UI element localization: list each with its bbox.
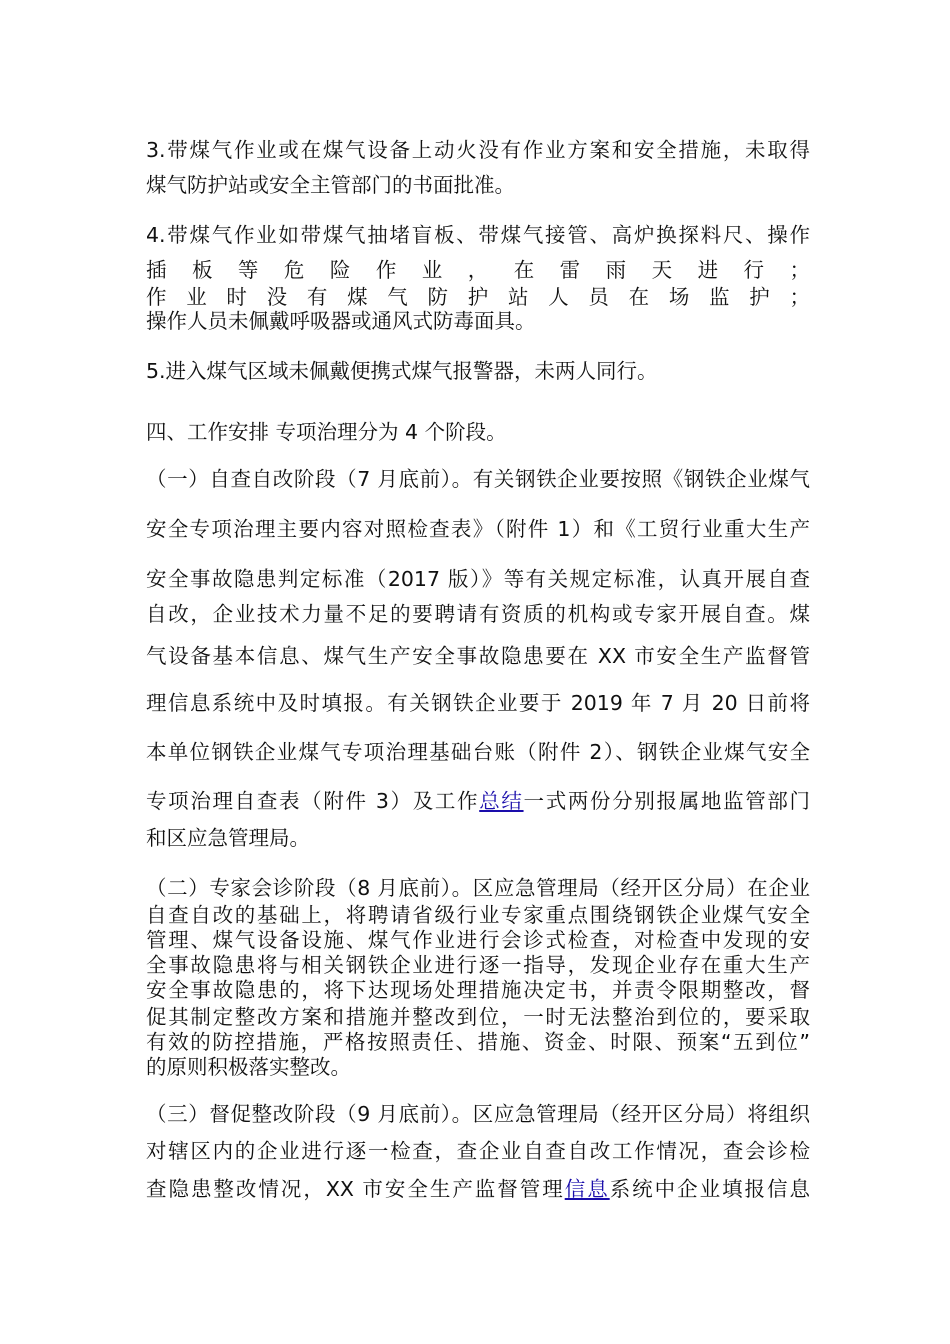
text-line: 4.带煤气作业如带煤气抽堵盲板、带煤气接管、高炉换探料尺、操作 — [146, 223, 810, 247]
line-text: 一式两份分别报属地监管部门 — [523, 789, 811, 813]
text-line: 安全事故隐患判定标准（2017 版）》等有关规定标准，认真开展自查 — [146, 567, 810, 591]
text-line: 促其制定整改方案和措施并整改到位，一时无法整治到位的，要采取 — [146, 1005, 810, 1029]
text-line — [146, 1176, 810, 1202]
line-text: 系统中企业填报信息 — [609, 1177, 811, 1201]
text-line: 对辖区内的企业进行逐一检查，查企业自查自改工作情况，查会诊检 — [146, 1139, 810, 1163]
text-line: 自查自改的基础上，将聘请省级行业专家重点围绕钢铁企业煤气安全 — [146, 903, 810, 927]
text-line: 插板等危险作业，在雷雨天进行； — [146, 258, 810, 282]
text-line: 的原则积极落实整改。 — [146, 1055, 351, 1079]
hyperlink[interactable]: 总结 — [479, 789, 524, 813]
text-line: 本单位钢铁企业煤气专项治理基础台账（附件 2）、钢铁企业煤气安全 — [146, 740, 810, 764]
text-line: （一）自查自改阶段（7 月底前）。有关钢铁企业要按照《钢铁企业煤气 — [146, 467, 810, 491]
text-line: 理信息系统中及时填报。有关钢铁企业要于 2019 年 7 月 20 日前将 — [146, 691, 810, 715]
text-line: （三）督促整改阶段（9 月底前）。区应急管理局（经开区分局）将组织 — [146, 1102, 810, 1126]
text-line: 操作人员未佩戴呼吸器或通风式防毒面具。 — [146, 309, 536, 333]
text-line: 自改，企业技术力量不足的要聘请有资质的机构或专家开展自查。煤 — [146, 602, 810, 626]
text-line: 和区应急管理局。 — [146, 826, 310, 850]
line-text: 查隐患整改情况，XX 市安全生产监督管理 — [146, 1177, 565, 1201]
text-line: （二）专家会诊阶段（8 月底前）。区应急管理局（经开区分局）在企业 — [146, 876, 810, 900]
text-line: 气设备基本信息、煤气生产安全事故隐患要在 XX 市安全生产监督管 — [146, 644, 810, 668]
hyperlink[interactable]: 信息 — [564, 1177, 610, 1201]
text-line: 安全专项治理主要内容对照检查表》（附件 1）和《工贸行业重大生产 — [146, 517, 810, 541]
text-line: 5.进入煤气区域未佩戴便携式煤气报警器，未两人同行。 — [146, 359, 658, 383]
text-line: 安全事故隐患的，将下达现场处理措施决定书，并责令限期整改，督 — [146, 978, 810, 1002]
text-line: 煤气防护站或安全主管部门的书面批准。 — [146, 173, 515, 197]
text-line — [146, 788, 810, 814]
line-text: 专项治理自查表（附件 3）及工作 — [146, 789, 480, 813]
text-line: 有效的防控措施，严格按照责任、措施、资金、时限、预案“五到位” — [146, 1030, 810, 1054]
text-line: 3.带煤气作业或在煤气设备上动火没有作业方案和安全措施，未取得 — [146, 138, 810, 162]
text-line: 管理、煤气设备设施、煤气作业进行会诊式检查，对检查中发现的安 — [146, 928, 810, 952]
text-line: 作业时没有煤气防护站人员在场监护； — [146, 285, 810, 309]
text-line: 全事故隐患将与相关钢铁企业进行逐一指导，发现企业存在重大生产 — [146, 953, 810, 977]
text-line: 四、工作安排 专项治理分为 4 个阶段。 — [146, 420, 507, 444]
